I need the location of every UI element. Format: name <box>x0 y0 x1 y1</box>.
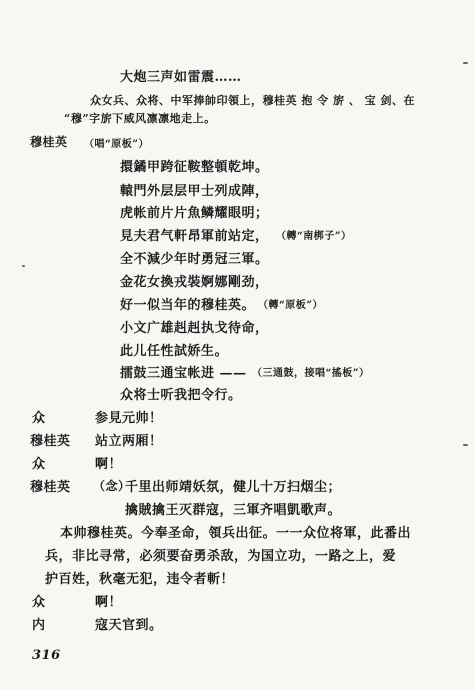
verse-line-7-note: （轉“原板”） <box>258 300 324 311</box>
verse-line-6: 金花女換戎裝婀娜剛劲， <box>120 275 269 290</box>
prose-line-2: 兵，非比寻常，必须要奋勇杀敌，为国立功，一路之上，爱 <box>45 549 397 564</box>
page-number: 316 <box>32 648 61 663</box>
verse-line-2: 轅門外层层甲士列成陣， <box>120 184 269 199</box>
stage-direction-2b: “穆”字旂下威风凛凛地走上。 <box>64 112 216 125</box>
verse-line-4: 見夫君气軒昂軍前站定， <box>120 229 269 244</box>
dialogue-crowd-1: 参見元帅！ <box>95 411 163 426</box>
speaker-mu-guiying-2: 穆桂英 <box>30 434 71 449</box>
recitation-line-1: 千里出师靖妖氛，健儿十万扫烟尘； <box>125 480 342 495</box>
recite-note: （念） <box>93 479 131 493</box>
speaker-crowd-2: 众 <box>32 457 46 472</box>
print-speck <box>463 444 468 446</box>
verse-line-7: 好一似当年的穆桂英。 <box>120 298 256 313</box>
verse-line-11: 众将士听我把令行。 <box>120 388 242 403</box>
speaker-mu-guiying: 穆桂英 <box>30 135 68 149</box>
dialogue-mu-guiying-2: 站立两厢！ <box>95 434 163 449</box>
verse-line-9: 此儿任性試娇生。 <box>120 344 229 359</box>
verse-line-10: 擂鼓三通宝帐进 —— <box>120 366 247 381</box>
recitation-line-2: 擒賊擒王灭群寇，三軍齐唱凱歌声。 <box>125 503 342 518</box>
verse-line-10-note: （三通鼓，接唱“搖板”） <box>252 368 370 379</box>
verse-line-4-note: （轉“南梆子”） <box>276 231 352 242</box>
prose-line-1: 本帅穆桂英。今奉圣命，領兵出征。一一众位将軍，此番出 <box>60 526 412 541</box>
verse-line-8: 小文广雄赳赳执戈待命， <box>120 321 269 336</box>
print-speck <box>22 265 25 267</box>
dialogue-crowd-2: 啊！ <box>95 457 123 472</box>
dialogue-inner: 寇天官到。 <box>95 618 163 633</box>
speaker-inner: 内 <box>32 618 46 633</box>
speaker-mu-guiying-3: 穆桂英 <box>30 480 71 495</box>
print-speck <box>463 62 468 64</box>
speaker-crowd-1: 众 <box>32 411 46 426</box>
sung-mode-note: （唱“原板”） <box>84 139 150 150</box>
verse-line-5: 全不減少年时勇冠三軍。 <box>120 252 269 267</box>
stage-direction-1: 大炮三声如雷震…… <box>120 70 242 85</box>
dialogue-crowd-3: 啊！ <box>95 595 123 610</box>
verse-line-1: 擐鐍甲跨征鞍整頓乾坤。 <box>120 160 269 175</box>
stage-direction-2a: 众女兵、众将、中军捧帥印領上，穆桂英 抱 令 旂 、 宝 剑、在 <box>90 94 415 107</box>
prose-line-3: 护百姓，秋毫无犯，违令者斬！ <box>45 572 235 587</box>
speaker-crowd-3: 众 <box>32 595 46 610</box>
verse-line-3: 虎帐前片片魚鳞耀眼明； <box>120 206 269 221</box>
